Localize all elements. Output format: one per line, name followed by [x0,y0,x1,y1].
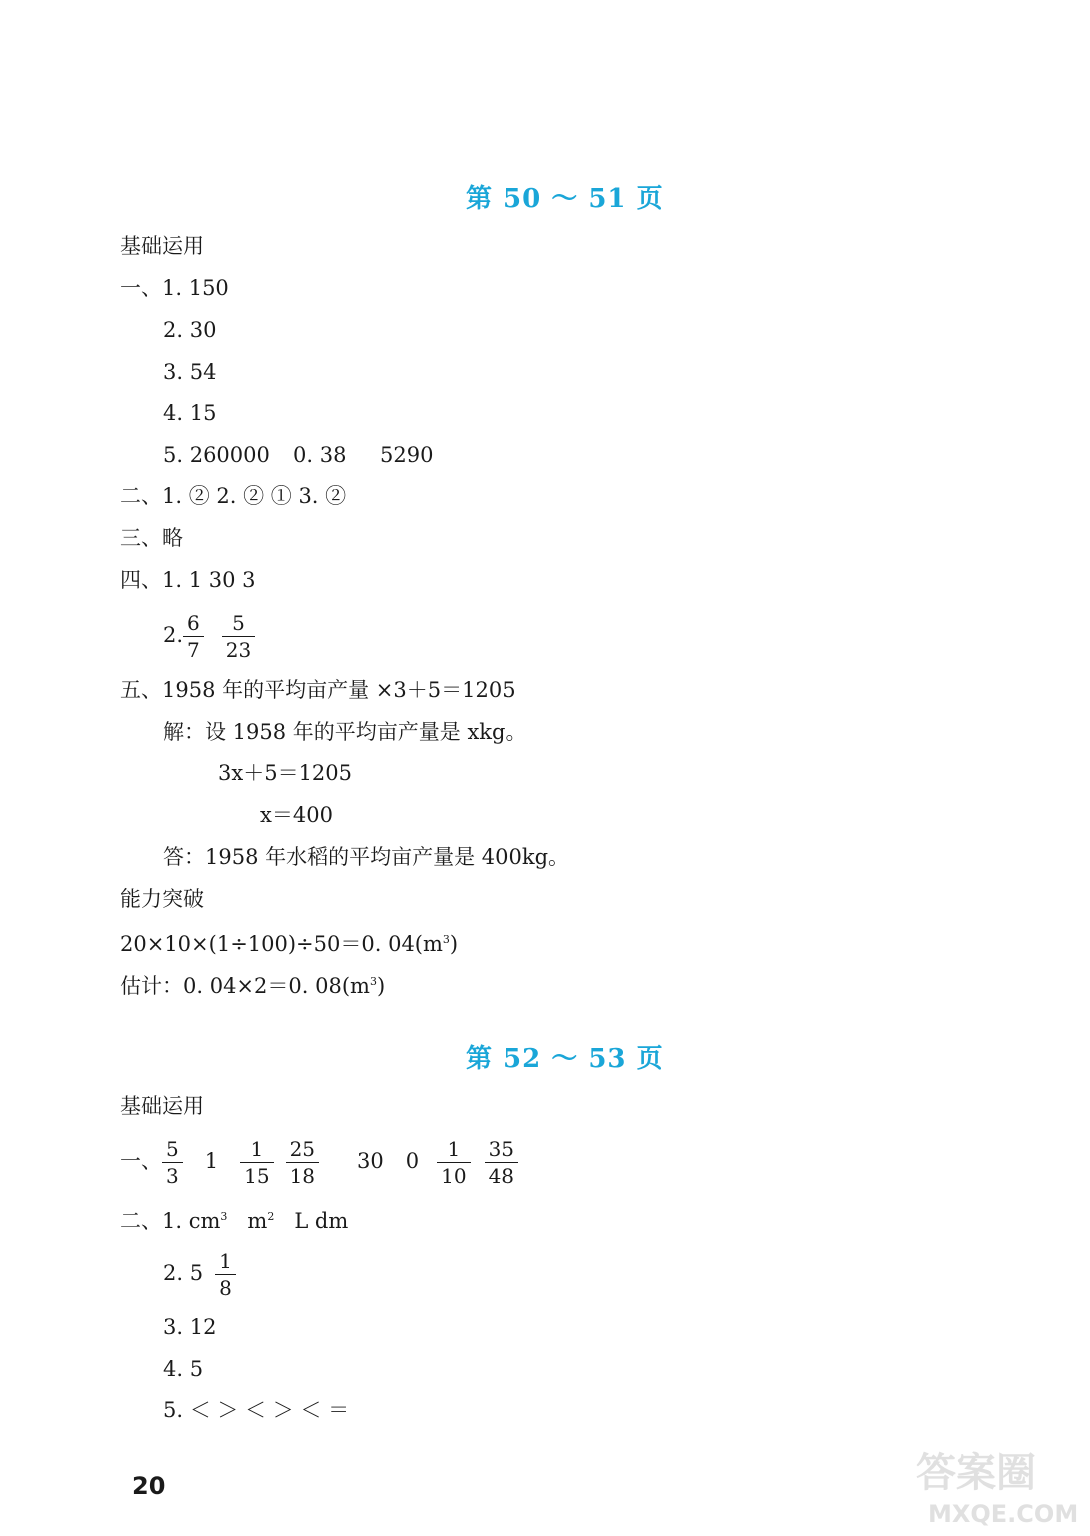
advanced-line2-text: 估计：0. 04×2＝0. 08(m [120,974,370,998]
q1-item4: 4. 15 [163,401,217,425]
basic-usage-label-2: 基础运用 [120,1094,204,1118]
fraction [240,1136,273,1189]
q1-item5-c: 5290 [380,443,434,467]
q1-item5-b: 0. 38 [293,443,347,467]
fraction-numerator: 5 [166,1137,179,1161]
superscript: 3 [369,975,377,988]
s2-q1-value: 0 [405,1149,420,1173]
basic-usage-label: 基础运用 [120,234,204,258]
s2-q1-value: 30 [357,1149,384,1173]
s2-q2-unit-cm: 二、1. cm [120,1209,221,1233]
fraction-denominator: 8 [215,1274,236,1301]
q2-line: 二、1. ② 2. ② ① 3. ② [120,484,347,508]
watermark-line2: MXQE.COM [928,1500,1078,1528]
s2-q2-item4: 4. 5 [163,1357,204,1381]
watermark-line1: 答案圈 [916,1450,1036,1496]
fraction-denominator: 48 [485,1162,518,1189]
fraction [485,1136,518,1189]
fraction [286,1136,319,1189]
s2-q2-unit-m: m [247,1209,268,1233]
advanced-line1-end: ) [449,932,459,956]
q4-item2 [163,610,255,663]
superscript: 2 [267,1210,275,1223]
fraction [183,610,204,663]
fraction [437,1136,470,1189]
s2-q2-unit-rest: L dm [294,1209,349,1233]
fraction-denominator: 18 [286,1162,319,1189]
fraction-numerator: 1 [447,1137,461,1161]
q3-line: 三、略 [120,526,183,550]
advanced-line2 [120,970,385,998]
fraction-numerator: 1 [219,1249,232,1273]
advanced-line1-text: 20×10×(1÷100)÷50＝0. 04(m [120,932,443,956]
fraction-numerator: 25 [289,1137,316,1161]
fraction-denominator: 23 [222,636,255,663]
fraction [215,1248,236,1301]
s2-q2-line1 [120,1205,348,1233]
advanced-line1 [120,928,458,956]
fraction-denominator: 10 [437,1162,470,1189]
page-number: 20 [132,1472,166,1500]
fraction-denominator: 7 [183,636,204,663]
q5-line5: 答：1958 年水稻的平均亩产量是 400kg。 [163,845,570,869]
s2-q1-value: 1 [204,1149,219,1173]
section-heading-52-53: 第 52 ～ 53 页 [466,1044,664,1074]
q5-line1: 五、1958 年的平均亩产量 ×3＋5＝1205 [120,678,516,702]
superscript: 3 [442,933,450,946]
fraction-numerator: 6 [187,611,200,635]
s2-q1-prefix: 一、 [120,1149,162,1173]
section-heading-50-51: 第 50 ～ 51 页 [466,184,664,214]
q4-item2-prefix: 2. [163,623,184,647]
fraction-denominator: 3 [162,1162,183,1189]
q4-line1: 四、1. 1 30 3 [120,568,256,592]
q1-item1: 一、1. 150 [120,276,229,300]
q5-line4: x＝400 [260,803,333,827]
fraction-denominator: 15 [240,1162,273,1189]
q1-item5-a: 5. 260000 [163,443,270,467]
superscript: 3 [220,1210,228,1223]
q1-item3: 3. 54 [163,360,217,384]
s2-q2-item2-prefix: 2. 5 [163,1261,204,1285]
q5-line3: 3x＋5＝1205 [218,761,353,785]
s2-q2-item3: 3. 12 [163,1315,217,1339]
s2-q2-item2 [163,1248,236,1301]
s2-q2-item5: 5. ＜ ＞ ＜ ＞ ＜ ＝ [163,1398,350,1422]
advanced-line2-end: ) [376,974,386,998]
q5-line2: 解：设 1958 年的平均亩产量是 xkg。 [163,720,527,744]
fraction-numerator: 1 [250,1137,264,1161]
fraction [162,1136,183,1189]
fraction-numerator: 35 [488,1137,515,1161]
site-watermark-logo [908,1440,1078,1530]
advanced-label: 能力突破 [120,887,204,911]
fraction-numerator: 5 [232,611,245,635]
q1-item2: 2. 30 [163,318,217,342]
s2-q1 [120,1136,518,1189]
fraction [222,610,255,663]
